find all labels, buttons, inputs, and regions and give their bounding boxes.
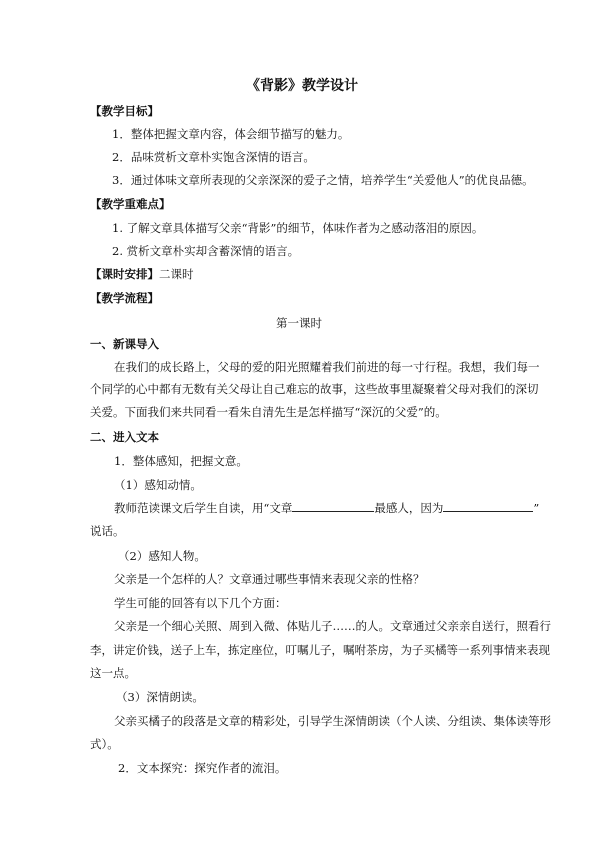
fill-in-sentence bbox=[114, 500, 539, 516]
keypoint-item: 2. 赏析文章朴实却含蓄深情的语言。 bbox=[112, 244, 300, 258]
section1-para-line: 在我们的成长路上，父母的爱的阳光照耀着我们前进的每一寸行程。我想，我们每一 bbox=[114, 360, 540, 374]
step-2: 2．文本探究：探究作者的流泪。 bbox=[118, 761, 287, 775]
fill-blank-1 bbox=[292, 500, 374, 512]
fill-text-c: ” bbox=[533, 501, 540, 515]
answer-line: 父亲是一个细心关照、周到入微、体贴儿子……的人。文章通过父亲亲自送行，照看行 bbox=[114, 619, 551, 633]
section1-para-line: 个同学的心中都有无数有关父母让自己难忘的故事，这些故事里凝聚着父母对我们的深切 bbox=[90, 382, 539, 396]
answer-intro: 学生可能的回答有以下几个方面： bbox=[114, 596, 287, 610]
page-title: 《背影》教学设计 bbox=[246, 78, 358, 94]
answer-line: 李，讲定价钱，送子上车，拣定座位，叮嘱儿子，嘱咐茶房，为子买橘等一系列事情来表现 bbox=[90, 643, 550, 657]
fill-text-a: 教师范读课文后学生自读，用“文章 bbox=[114, 501, 293, 515]
schedule-line bbox=[90, 266, 194, 282]
fill-text-d: 说话。 bbox=[90, 524, 125, 538]
question: 父亲是一个怎样的人？文章通过哪些事情来表现父亲的性格？ bbox=[114, 572, 425, 586]
answer-line: 这一点。 bbox=[90, 666, 136, 680]
reading-line: 父亲买橘子的段落是文章的精彩处，引导学生深情朗读（个人读、分组读、集体读等形 bbox=[114, 714, 551, 728]
section1-para-line: 关爱。下面我们来共同看一看朱自清先生是怎样描写“深沉的父爱”的。 bbox=[90, 405, 447, 419]
reading-line: 式）。 bbox=[90, 737, 119, 751]
lesson-title: 第一课时 bbox=[276, 316, 322, 330]
sub-step-1: （1）感知动情。 bbox=[114, 478, 202, 492]
sub-step-3: （3）深情朗读。 bbox=[116, 690, 204, 704]
objective-item: 3．通过体味文章所表现的父亲深深的爱子之情，培养学生“关爱他人”的优良品德。 bbox=[112, 173, 534, 187]
objective-item: 1．整体把握文章内容，体会细节描写的魅力。 bbox=[112, 127, 350, 141]
schedule-heading: 【课时安排】 bbox=[90, 267, 159, 281]
schedule-value: 二课时 bbox=[159, 267, 194, 281]
objectives-heading: 【教学目标】 bbox=[90, 104, 159, 118]
objective-item: 2．品味赏析文章朴实饱含深情的语言。 bbox=[112, 150, 315, 164]
fill-text-b: 最感人，因为 bbox=[374, 501, 444, 515]
sub-step-2: （2）感知人物。 bbox=[118, 549, 206, 563]
section2-heading: 二、进入文本 bbox=[90, 430, 159, 444]
keypoints-heading: 【教学重难点】 bbox=[90, 197, 171, 211]
keypoint-item: 1. 了解文章具体描写父亲“背影”的细节，体味作者为之感动落泪的原因。 bbox=[112, 221, 484, 235]
fill-blank-2 bbox=[443, 500, 533, 512]
step-1: 1．整体感知，把握文意。 bbox=[114, 454, 248, 468]
process-heading: 【教学流程】 bbox=[90, 291, 159, 305]
section1-heading: 一、新课导入 bbox=[90, 337, 159, 351]
